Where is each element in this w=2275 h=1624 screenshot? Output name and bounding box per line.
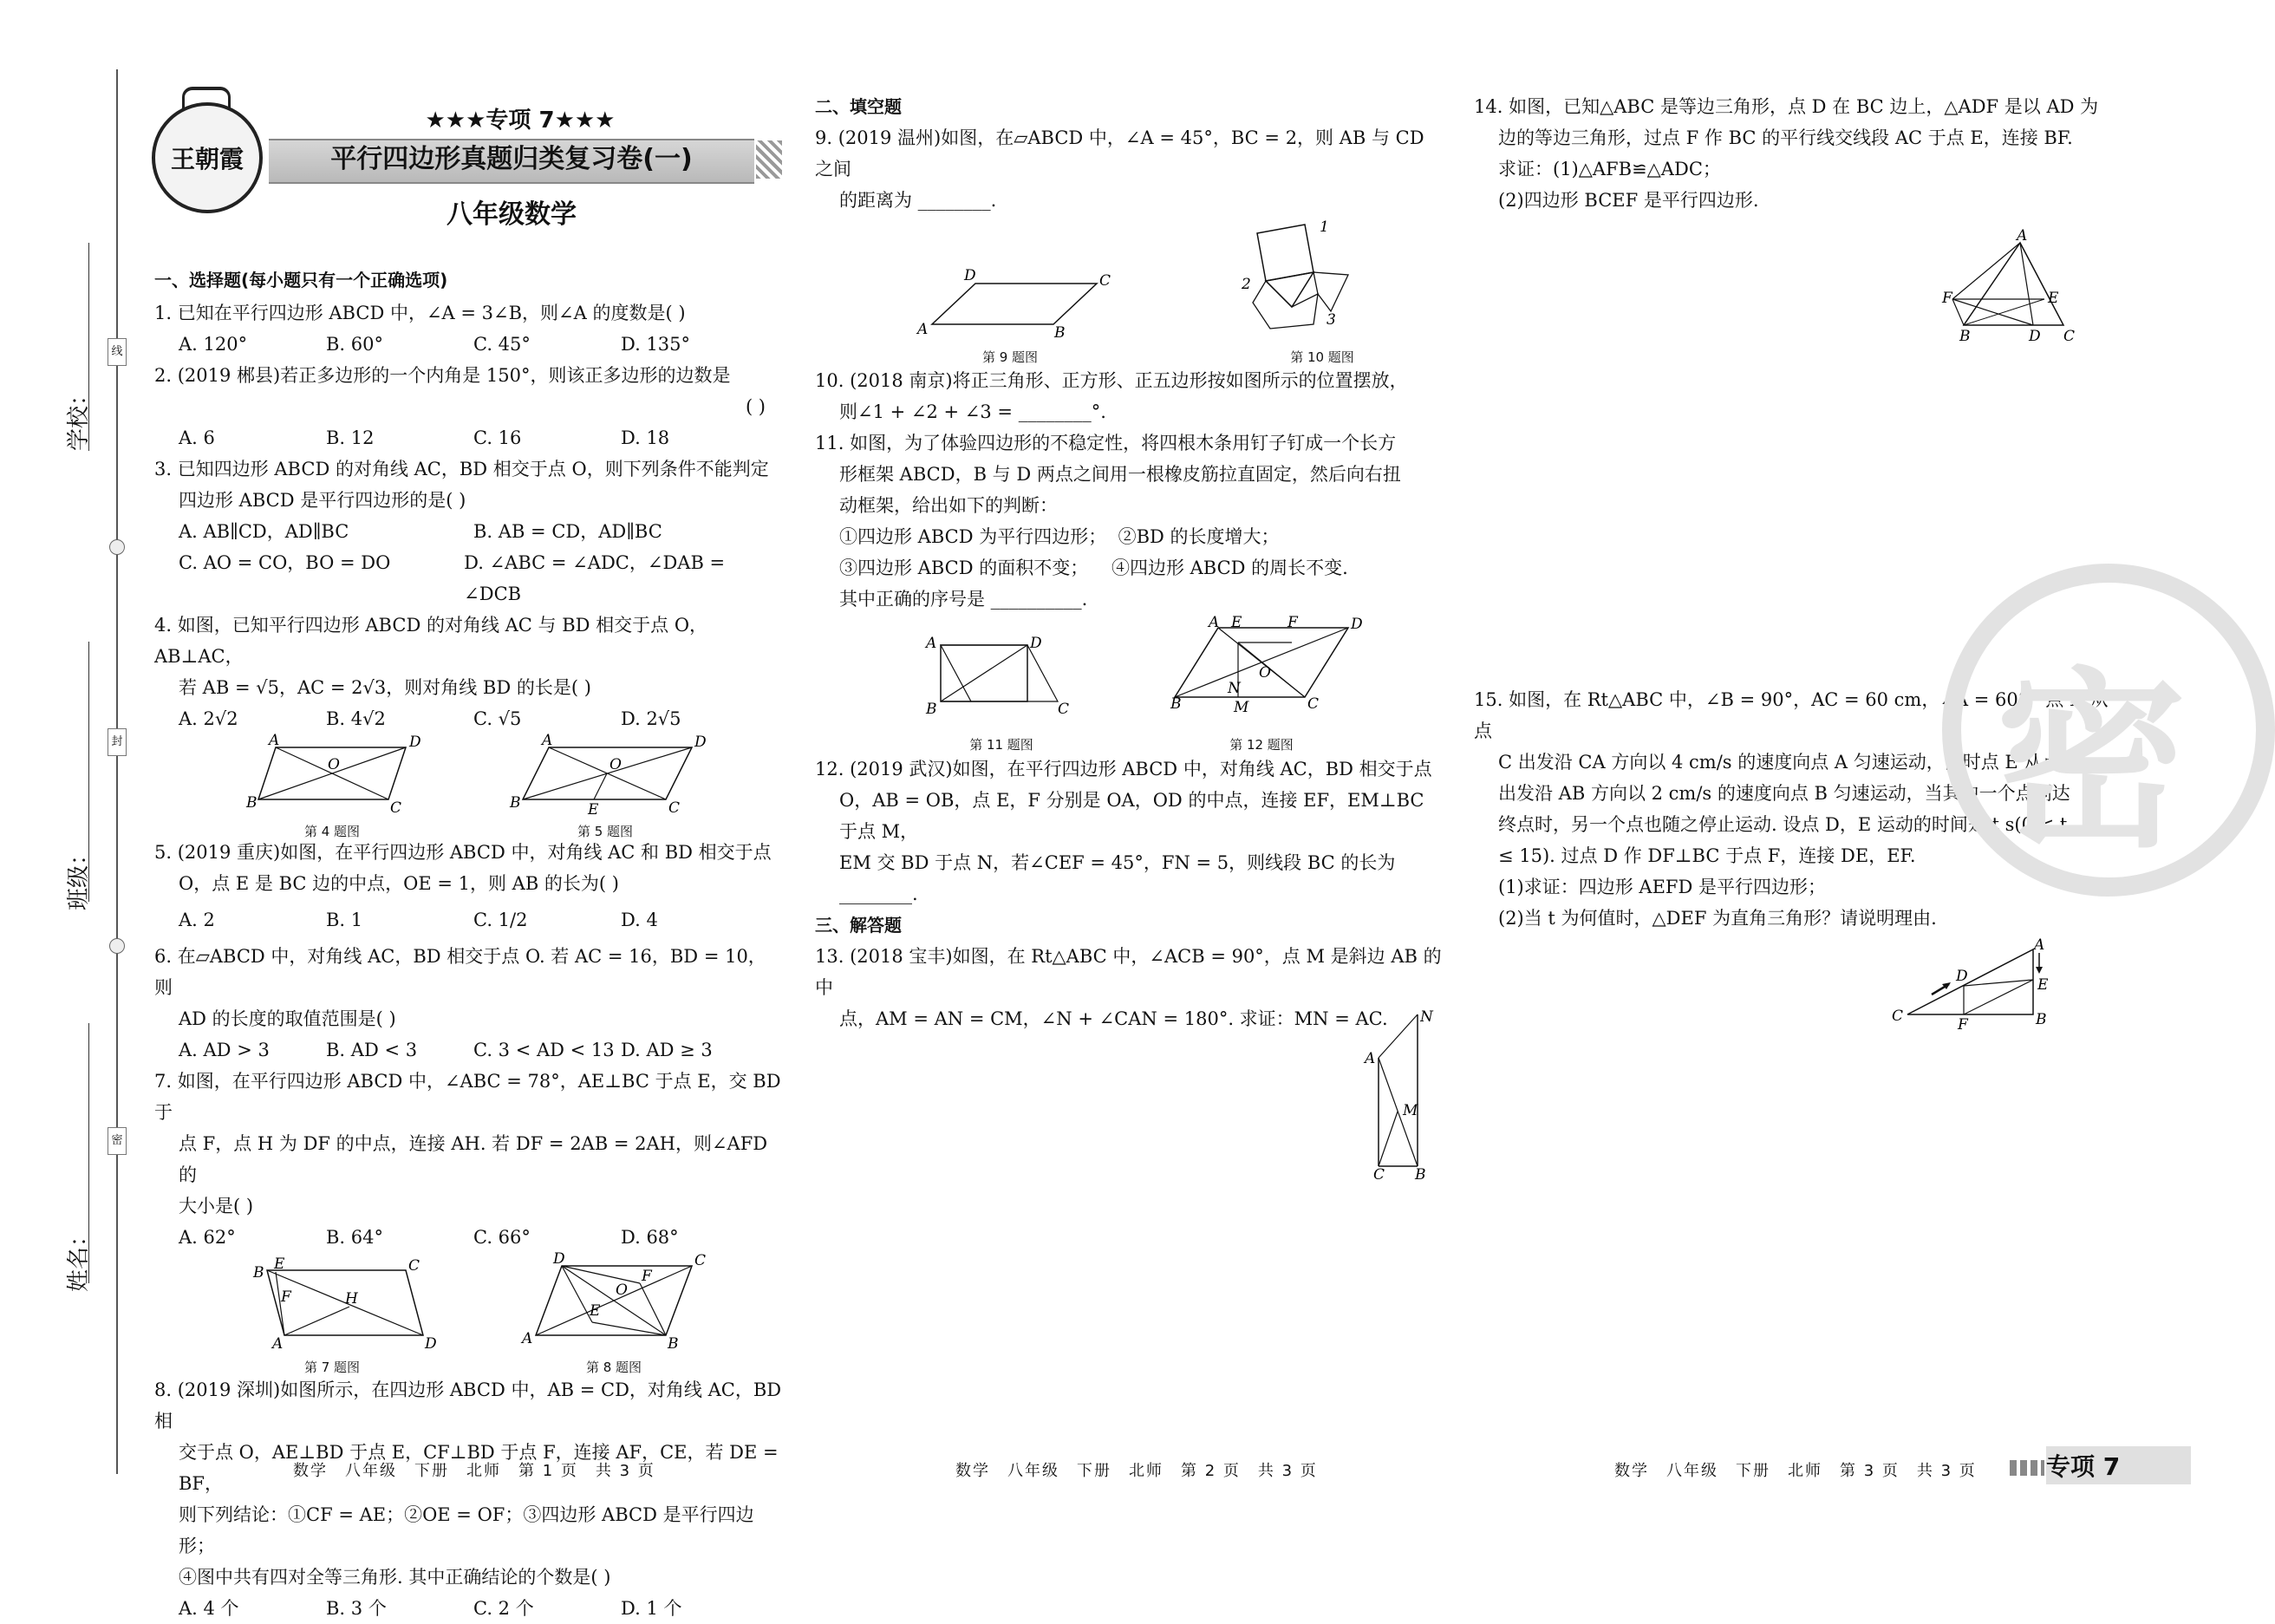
svg-text:B: B <box>510 794 521 812</box>
svg-text:F: F <box>642 1268 652 1285</box>
svg-text:F: F <box>1958 1016 1968 1034</box>
figure-4 <box>241 734 440 817</box>
svg-text:F: F <box>1942 290 1952 307</box>
footer-badge: 专项 7 <box>2046 1452 2121 1481</box>
q2-options <box>154 422 783 453</box>
option[interactable]: D. 4 <box>621 910 658 930</box>
svg-text:A: A <box>917 321 929 338</box>
fig-row-11-12 <box>815 615 1444 753</box>
question-10-cont: 则∠1 + ∠2 + ∠3 = ________°. <box>839 401 1106 422</box>
option[interactable]: C. 45° <box>473 334 531 355</box>
svg-text:D: D <box>964 267 976 284</box>
question-4-cont: 若 AB = √5，AC = 2√3，则对角线 BD 的长是( ) <box>179 677 591 698</box>
figure-9 <box>910 267 1111 342</box>
question-12-cont: O，AB = OB，点 E，F 分别是 OA，OD 的中点，连接 EF，EM⊥BC 于点 M， <box>839 790 1424 842</box>
q3-options-row2 <box>154 547 783 610</box>
logo-text: 王朝霞 <box>170 145 244 173</box>
footer-page-1: 数学 八年级 下册 北师 第 1 页 共 3 页 <box>293 1462 655 1480</box>
svg-text:E: E <box>590 1302 601 1320</box>
svg-text:C: C <box>390 799 402 817</box>
question-15: 15. 如图，在 Rt△ABC 中，∠B = 90°，AC = 60 cm，∠A = 60°，点 D 从点 <box>1474 689 2109 741</box>
figure-8 <box>518 1250 727 1353</box>
svg-text:C: C <box>668 799 681 817</box>
name-label: 姓名： <box>66 1223 92 1292</box>
option[interactable]: D. 18 <box>621 427 670 448</box>
svg-text:D: D <box>1351 616 1363 633</box>
question-11-judgement: ③四边形 ABCD 的面积不变； ④四边形 ABCD 的周长不变. <box>839 558 1348 578</box>
svg-text:C: C <box>1099 272 1111 290</box>
question-11-cont: 动框架，给出如下的判断： <box>839 495 1058 516</box>
svg-text:B: B <box>1170 695 1182 713</box>
svg-text:D: D <box>694 734 707 751</box>
question-15-cont: C 出发沿 CA 方向以 4 cm/s 的速度向点 A 匀速运动，同时点 E 从点 A <box>1498 752 2080 773</box>
svg-text:A: A <box>2034 936 2045 954</box>
q1-options <box>154 329 783 360</box>
figure-5 <box>510 734 718 817</box>
svg-text:O: O <box>616 1282 628 1299</box>
question-5-cont: O，点 E 是 BC 边的中点，OE = 1，则 AB 的长为( ) <box>179 873 619 894</box>
q8-options <box>154 1593 783 1624</box>
question-6: 6. 在▱ABCD 中，对角线 AC，BD 相交于点 O. 若 AC = 16，BD = 10，则 <box>154 946 766 998</box>
figure-7 <box>241 1253 449 1353</box>
q7-options <box>154 1222 783 1253</box>
svg-text:C: C <box>1058 701 1070 718</box>
svg-text:B: B <box>1959 328 1971 345</box>
svg-text:A: A <box>2017 227 2028 245</box>
option[interactable]: D. AD ≥ 3 <box>621 1040 713 1060</box>
question-8-cont: 交于点 O，AE⊥BD 于点 E，CF⊥BD 于点 F，连接 AF，CE，若 DE = BF， <box>179 1442 779 1494</box>
option[interactable]: B. AD < 3 <box>326 1040 418 1060</box>
svg-text:A: A <box>1365 1050 1376 1067</box>
question-4: 4. 如图，已知平行四边形 ABCD 的对角线 AC 与 BD 相交于点 O，AB⊥AC， <box>154 615 708 667</box>
question-15-cont: 出发沿 AB 方向以 2 cm/s 的速度向点 B 匀速运动，当其中一个点到达 <box>1498 783 2070 804</box>
question-9: 9. (2019 温州)如图，在▱ABCD 中，∠A = 45°，BC = 2，则 AB 与 CD 之间 <box>815 127 1424 179</box>
option[interactable]: C. 3 < AD < 13 <box>473 1040 615 1060</box>
footer-page-3: 数学 八年级 下册 北师 第 3 页 共 3 页 <box>1614 1462 1977 1480</box>
svg-text:2: 2 <box>1242 276 1251 293</box>
ornament-icon <box>109 539 125 555</box>
svg-text:A: A <box>926 635 937 652</box>
question-6-cont: AD 的长度的取值范围是( ) <box>179 1008 396 1029</box>
footer-deco <box>2010 1460 2044 1476</box>
figure-8-caption: 第 8 题图 <box>585 1360 642 1375</box>
question-14: 14. 如图，已知△ABC 是等边三角形，点 D 在 BC 边上，△ADF 是以 AD 为 <box>1474 96 2099 117</box>
option[interactable]: B. AB = CD，AD∥BC <box>473 521 662 542</box>
option[interactable]: D. 2√5 <box>621 708 681 729</box>
page-title: 平行四边形真题归类复习卷(一) <box>330 144 693 174</box>
question-3: 3. 已知四边形 ABCD 的对角线 AC，BD 相交于点 O，则下列条件不能判定 <box>154 459 769 479</box>
svg-text:B: B <box>926 701 937 718</box>
option[interactable]: C. 16 <box>473 427 522 448</box>
figure-7-caption: 第 7 题图 <box>303 1360 361 1375</box>
figure-10-caption: 第 10 题图 <box>1290 349 1354 365</box>
figure-11 <box>919 632 1092 719</box>
question-14-proof-1: 求证：(1)△AFB≌△ADC； <box>1498 159 1721 179</box>
question-3-cont: 四边形 ABCD 是平行四边形的是( ) <box>179 490 466 511</box>
question-1: 1. 已知在平行四边形 ABCD 中，∠A = 3∠B，则∠A 的度数是( ) <box>154 303 686 323</box>
option[interactable]: A. AD > 3 <box>179 1040 270 1060</box>
binding-line <box>116 69 118 1474</box>
svg-text:A: A <box>272 1335 284 1353</box>
class-label: 班级： <box>66 842 92 910</box>
svg-text:H: H <box>345 1290 358 1308</box>
q4-options <box>154 703 783 734</box>
option[interactable]: B. 1 <box>326 910 363 930</box>
school-label: 学校： <box>66 382 92 451</box>
svg-text:E: E <box>274 1256 285 1273</box>
section-3-heading: 三、解答题 <box>815 915 902 936</box>
special-badge: ★★★专项 7★★★ <box>425 108 616 134</box>
question-15-cont: 终点时，另一个点也随之停止运动. 设点 D，E 运动的时间是 t s(0 < t <box>1498 814 2068 835</box>
figure-5-caption: 第 5 题图 <box>577 824 634 839</box>
q3-options-row1 <box>154 516 783 547</box>
svg-text:D: D <box>425 1335 437 1353</box>
column-1 <box>154 264 783 1624</box>
svg-text:B: B <box>2036 1011 2047 1028</box>
option[interactable]: C. √5 <box>473 708 522 729</box>
svg-text:A: A <box>269 732 280 749</box>
seal-mark-3: 密 <box>108 1127 127 1155</box>
question-15-part-1: (1)求证：四边形 AEFD 是平行四边形； <box>1498 877 1826 897</box>
option[interactable]: C. AO = CO，BO = DO <box>179 552 391 573</box>
figure-14 <box>1942 227 2098 351</box>
svg-text:B: B <box>246 794 257 812</box>
seal-mark-1: 线 <box>108 338 127 366</box>
svg-text:N: N <box>1420 1008 1433 1026</box>
q2-answer-paren[interactable]: ( ) <box>745 396 766 417</box>
figure-12 <box>1170 614 1363 727</box>
option[interactable]: C. 66° <box>473 1227 531 1248</box>
figure-4-caption: 第 4 题图 <box>303 824 361 839</box>
option[interactable]: B. 12 <box>326 427 375 448</box>
name-blank[interactable] <box>88 1023 89 1283</box>
question-5: 5. (2019 重庆)如图，在平行四边形 ABCD 中，对角线 AC 和 BD 相交于点 <box>154 842 772 863</box>
option[interactable]: B. 60° <box>326 334 384 355</box>
seal-mark-2: 封 <box>108 728 127 756</box>
question-8-cont: ④图中共有四对全等三角形. 其中正确结论的个数是( ) <box>179 1567 611 1588</box>
question-7-cont: 点 F，点 H 为 DF 的中点，连接 AH. 若 DF = 2AB = 2AH，则∠AFD 的 <box>179 1133 768 1185</box>
question-7-cont: 大小是( ) <box>179 1196 254 1216</box>
svg-text:E: E <box>1231 614 1242 631</box>
svg-text:O: O <box>609 756 622 773</box>
question-2: 2. (2019 郴县)若正多边形的一个内角是 150°，则该正多边形的边数是 <box>154 365 731 386</box>
option[interactable]: B. 3 个 <box>326 1598 387 1619</box>
section-1-heading: 一、选择题(每小题只有一个正确选项) <box>154 270 448 290</box>
question-8: 8. (2019 深圳)如图所示，在四边形 ABCD 中，AB = CD，对角线 AC，BD 相 <box>154 1379 782 1432</box>
banner-deco <box>756 140 782 179</box>
footer-page-2: 数学 八年级 下册 北师 第 2 页 共 3 页 <box>955 1462 1318 1480</box>
question-11-cont: 形框架 ABCD，B 与 D 两点之间用一根橡皮筋拉直固定，然后向右扭 <box>839 464 1401 485</box>
question-13-cont: 点，AM = AN = CM，∠N + ∠CAN = 180°. 求证：MN = AC. <box>839 1008 1388 1029</box>
q6-options <box>154 1034 783 1066</box>
svg-text:D: D <box>1956 968 1968 985</box>
svg-text:3: 3 <box>1327 311 1336 329</box>
q5-options <box>154 899 783 941</box>
class-blank[interactable] <box>88 642 89 902</box>
question-11-judgement: ①四边形 ABCD 为平行四边形； ②BD 的长度增大； <box>839 526 1280 547</box>
figure-13 <box>1361 1006 1439 1184</box>
question-14-proof-2: (2)四边形 BCEF 是平行四边形. <box>1498 190 1759 211</box>
option[interactable]: A. 2 <box>179 910 215 930</box>
option[interactable]: A. 2√2 <box>179 708 238 729</box>
question-9-cont: 的距离为 ________. <box>839 190 997 211</box>
svg-text:B: B <box>1054 324 1066 342</box>
fig-row-9-10 <box>815 216 1444 365</box>
watermark-text: 密 <box>1996 651 2187 873</box>
svg-text:B: B <box>668 1335 679 1353</box>
binding-strip <box>0 0 143 1551</box>
option[interactable]: B. 4√2 <box>326 708 386 729</box>
option[interactable]: D. 68° <box>621 1227 679 1248</box>
question-11-answer: 其中正确的序号是 __________. <box>839 589 1088 610</box>
svg-text:C: C <box>694 1252 707 1269</box>
svg-text:O: O <box>328 756 340 773</box>
option[interactable]: D. ∠ABC = ∠ADC，∠DAB = ∠DCB <box>464 552 726 604</box>
svg-text:D: D <box>553 1250 565 1268</box>
svg-text:1: 1 <box>1320 218 1329 236</box>
option[interactable]: A. 4 个 <box>179 1598 239 1619</box>
figure-9-caption: 第 9 题图 <box>981 349 1039 365</box>
question-14-cont: 边的等边三角形，过点 F 作 BC 的平行线交线段 AC 于点 E，连接 BF. <box>1498 127 2073 148</box>
page-subtitle: 八年级数学 <box>447 199 577 230</box>
svg-text:C: C <box>1373 1166 1385 1184</box>
question-10: 10. (2018 南京)将正三角形、正方形、正五边形按如图所示的位置摆放， <box>815 370 1408 391</box>
svg-text:F: F <box>281 1288 291 1306</box>
section-2-heading: 二、填空题 <box>815 96 902 117</box>
option[interactable]: D. 135° <box>621 334 691 355</box>
question-7: 7. 如图，在平行四边形 ABCD 中，∠ABC = 78°，AE⊥BC 于点 E，交 BD 于 <box>154 1071 781 1123</box>
svg-text:D: D <box>409 734 421 751</box>
svg-text:B: B <box>1415 1166 1426 1184</box>
svg-text:C: C <box>1307 695 1320 713</box>
svg-text:C: C <box>1892 1008 1904 1025</box>
option[interactable]: A. 6 <box>179 427 215 448</box>
question-11: 11. 如图，为了体验四边形的不稳定性，将四根木条用钉子钉成一个长方 <box>815 433 1397 453</box>
question-8-cont: 则下列结论：①CF = AE；②OE = OF；③四边形 ABCD 是平行四边形； <box>179 1504 754 1556</box>
figure-10 <box>1240 216 1405 342</box>
option[interactable]: C. 2 个 <box>473 1598 534 1619</box>
crown-icon <box>182 87 231 109</box>
svg-text:M: M <box>1403 1102 1418 1119</box>
column-2 <box>815 91 1444 1184</box>
question-12-cont: EM 交 BD 于点 N，若∠CEF = 45°，FN = 5，则线段 BC 的长为________. <box>839 852 1396 904</box>
watermark-seal <box>1942 564 2275 897</box>
svg-text:E: E <box>2048 290 2059 307</box>
option[interactable]: C. 1/2 <box>473 910 528 930</box>
question-15-cont: ≤ 15). 过点 D 作 DF⊥BC 于点 F，连接 DE，EF. <box>1498 845 1916 866</box>
svg-text:A: A <box>522 1330 533 1347</box>
option[interactable]: A. 120° <box>179 334 248 355</box>
svg-text:B: B <box>253 1264 264 1282</box>
fig-row-4-5 <box>154 734 783 837</box>
svg-text:A: A <box>1209 614 1220 631</box>
svg-text:E: E <box>588 801 599 819</box>
question-15-part-2: (2)当 t 为何值时，△DEF 为直角三角形？请说明理由. <box>1498 908 1937 929</box>
ornament-icon <box>109 938 125 954</box>
svg-text:C: C <box>408 1257 420 1275</box>
svg-text:A: A <box>542 732 553 749</box>
svg-text:E: E <box>2037 976 2049 994</box>
svg-text:F: F <box>1287 614 1298 631</box>
logo-badge <box>152 102 263 213</box>
svg-text:D: D <box>1030 635 1042 652</box>
svg-text:O: O <box>1259 664 1271 682</box>
question-13: 13. (2018 宝丰)如图，在 Rt△ABC 中，∠ACB = 90°，点 M 是斜边 AB 的中 <box>815 946 1442 998</box>
option[interactable]: D. 1 个 <box>621 1598 682 1619</box>
figure-11-caption: 第 11 题图 <box>969 737 1033 753</box>
figure-12-caption: 第 12 题图 <box>1229 737 1294 753</box>
svg-text:D: D <box>2029 328 2041 345</box>
question-12: 12. (2019 武汉)如图，在平行四边形 ABCD 中，对角线 AC，BD 相交于点 <box>815 759 1432 779</box>
svg-text:N: N <box>1228 680 1241 697</box>
school-blank[interactable] <box>88 243 89 451</box>
svg-text:M: M <box>1234 699 1249 716</box>
option[interactable]: A. 62° <box>179 1227 236 1248</box>
option[interactable]: A. AB∥CD，AD∥BC <box>179 521 349 542</box>
figure-15 <box>1881 936 2072 1036</box>
fig-row-7-8 <box>154 1250 783 1375</box>
option[interactable]: B. 64° <box>326 1227 384 1248</box>
svg-text:C: C <box>2063 328 2076 345</box>
